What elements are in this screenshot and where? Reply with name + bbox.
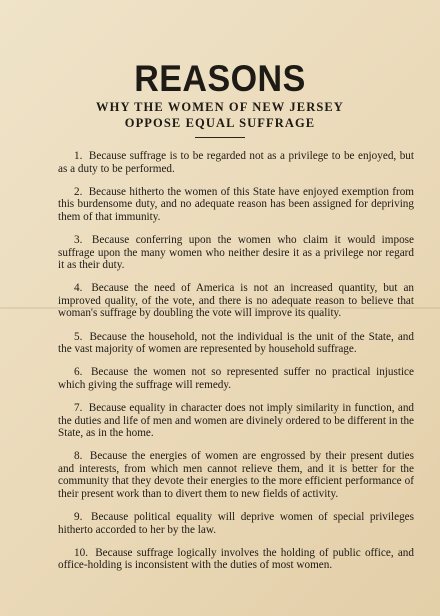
reasons-list	[58, 150, 414, 582]
reason-text: Because conferring upon the women who claim it would impose suffrage upon the many women who neither desire it as a privilege nor regard it as their duty.	[58, 233, 414, 272]
reason-text: Because hitherto the women of this State have enjoyed exemption from this burdensome duty, and no adequate reason has been assigned for depriving them of that immunity.	[58, 185, 414, 223]
reason-text: Because equality in character does not imply similarity in function, and the duties and life of men and women are divinely ordered to be different in the State, as in the home.	[58, 401, 415, 440]
reason-text: Because the energies of women are engrossed by their present duties and interests, from which men cannot relieve them, and it is better for the community that they devote their energies to the more efficient performance of their present work than to divert them to new fields of activity.	[58, 450, 414, 500]
reason-item	[58, 186, 414, 224]
reason-item	[58, 511, 414, 536]
reason-number: 6.	[74, 366, 83, 379]
reason-text: Because the household, not the individual is the unit of the State, and the vast majority of women are represented by household suffrage.	[58, 330, 414, 356]
reason-item	[58, 331, 414, 356]
reason-item	[58, 450, 414, 500]
reason-number: 10.	[74, 546, 88, 559]
reason-text: Because the need of America is not an increased quantity, but an improved quality, of the vote, and there is no adequate reason to believe that woman's suffrage by doubling the vote will improve its quality.	[58, 282, 414, 320]
reason-number: 9.	[74, 511, 83, 524]
reason-item	[58, 150, 414, 175]
reason-number: 2.	[74, 185, 83, 198]
reason-number: 4.	[74, 282, 83, 295]
reason-number: 7.	[74, 401, 83, 414]
subtitle-line-2: OPPOSE EQUAL SUFFRAGE	[124, 116, 316, 130]
reason-text: Because the women not so represented suffer no practical injustice which giving the suffrage will remedy.	[58, 366, 414, 391]
reason-text: Because political equality will deprive women of special privileges hitherto accorded to her by the law.	[58, 511, 415, 536]
reason-item	[58, 366, 414, 391]
reason-number: 1.	[74, 150, 83, 162]
reason-number: 3.	[74, 233, 83, 246]
reason-item	[58, 282, 414, 320]
reason-text: Because suffrage logically involves the holding of public office, and office-holding is inconsistent with the duties of most women.	[58, 546, 414, 572]
subtitle-line-1: WHY THE WOMEN OF NEW JERSEY	[96, 100, 344, 114]
reason-text: Because suffrage is to be regarded not as a privilege to be enjoyed, but as a duty to be performed.	[58, 150, 414, 175]
reason-item	[58, 402, 414, 440]
title-divider	[195, 137, 245, 138]
document-title: REASONS	[134, 58, 306, 99]
reason-number: 5.	[74, 330, 83, 343]
reason-number: 8.	[74, 450, 83, 463]
reason-item	[58, 547, 414, 572]
reason-item	[58, 234, 414, 272]
